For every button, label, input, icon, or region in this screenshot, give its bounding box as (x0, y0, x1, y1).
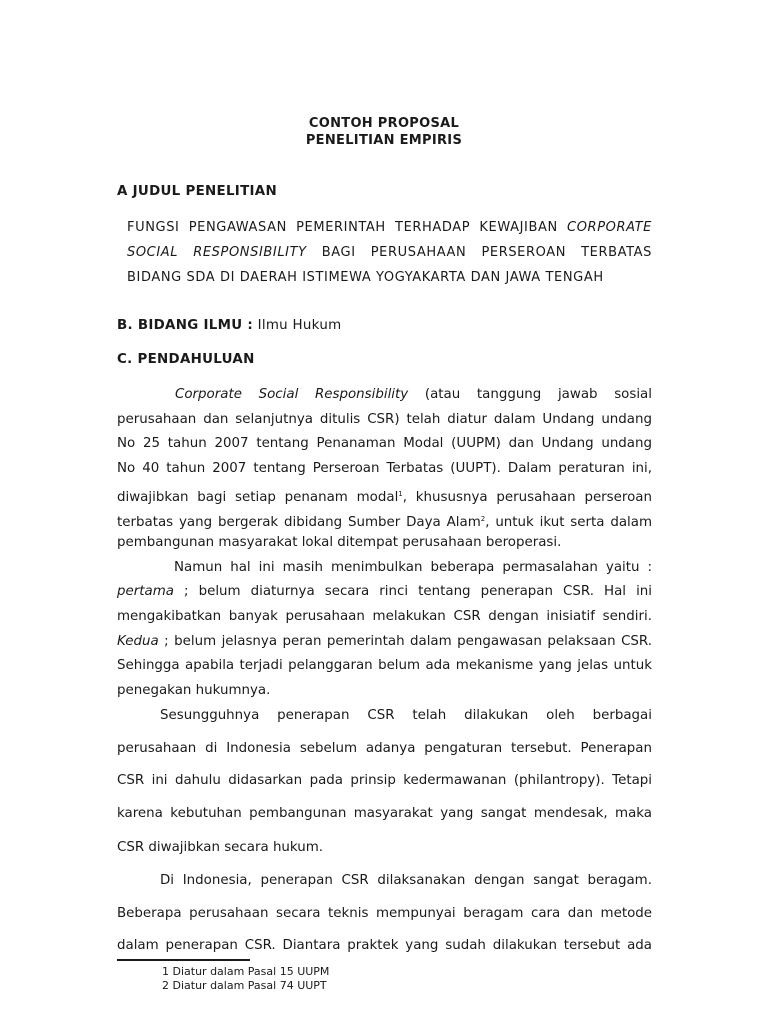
p2-line-2: pertama ; belum diaturnya secara rinci tentang penerapan CSR. Hal ini (117, 584, 652, 599)
p1-line-3: No 25 tahun 2007 tentang Penanaman Modal (UUPM) dan Undang undang (117, 436, 652, 451)
p1-line-2: perusahaan dan selanjutnya ditulis CSR) telah diatur dalam Undang undang (117, 412, 652, 427)
p3-line-3: CSR ini dahulu didasarkan pada prinsip kedermawanan (philantropy). Tetapi (117, 773, 652, 788)
document-title-line2: PENELITIAN EMPIRIS (305, 133, 463, 148)
footnote-2: 2 Diatur dalam Pasal 74 UUPT (162, 979, 327, 992)
p2-line-5: Sehingga apabila terjadi pelanggaran belum ada mekanisme yang jelas untuk (117, 658, 652, 673)
p1-line-7: pembangunan masyarakat lokal ditempat perusahaan beroperasi. (117, 535, 562, 550)
section-c-heading: C. PENDAHULUAN (117, 352, 255, 367)
p3-line-4: karena kebutuhan pembangunan masyarakat yang sangat mendesak, maka (117, 806, 652, 821)
p1-line-4: No 40 tahun 2007 tentang Perseroan Terbatas (UUPT). Dalam peraturan ini, (117, 461, 652, 476)
section-b-heading: B. BIDANG ILMU : Ilmu Hukum (117, 318, 342, 333)
p1-line-1: Corporate Social Responsibility (atau tanggung jawab sosial (175, 387, 652, 402)
judul-line-2: SOCIAL RESPONSIBILITY BAGI PERUSAHAAN PERSEROAN TERBATAS (127, 245, 652, 260)
bidang-ilmu-value: Ilmu Hukum (253, 318, 342, 333)
p1-line-5: diwajibkan bagi setiap penanam modal$^1$, khususnya perusahaan perseroan (117, 490, 652, 505)
judul-line-1: FUNGSI PENGAWASAN PEMERINTAH TERHADAP KEWAJIBAN CORPORATE (127, 220, 652, 235)
p1-line-6: terbatas yang bergerak dibidang Sumber Daya Alam$^2$, untuk ikut serta dalam (117, 515, 652, 530)
footnote-1: 1 Diatur dalam Pasal 15 UUPM (162, 965, 330, 978)
p2-line-4: Kedua ; belum jelasnya peran pemerintah dalam pengawasan pelaksaan CSR. (117, 634, 652, 649)
p3-line-5: CSR diwajibkan secara hukum. (117, 840, 324, 855)
p4-line-3: dalam penerapan CSR. Diantara praktek yang sudah dilakukan tersebut ada (117, 938, 652, 953)
p4-line-1: Di Indonesia, penerapan CSR dilaksanakan dengan sangat beragam. (160, 873, 652, 888)
document-title-line1: CONTOH PROPOSAL (308, 116, 460, 131)
section-a-heading: A JUDUL PENELITIAN (117, 184, 277, 199)
p2-line-1: Namun hal ini masih menimbulkan beberapa permasalahan yaitu : (174, 560, 652, 575)
p3-line-1: Sesungguhnya penerapan CSR telah dilakukan oleh berbagai (160, 708, 652, 723)
p4-line-2: Beberapa perusahaan secara teknis mempunyai beragam cara dan metode (117, 906, 652, 921)
judul-line-3: BIDANG SDA DI DAERAH ISTIMEWA YOGYAKARTA DAN JAWA TENGAH (127, 270, 604, 285)
footnote-ref-2: 2 (480, 515, 486, 523)
footnote-ref-1: 1 (398, 490, 403, 498)
footnote-separator (117, 959, 250, 961)
p2-line-3: mengakibatkan banyak perusahaan melakukan CSR dengan inisiatif sendiri. (117, 609, 652, 624)
p2-line-6: penegakan hukumnya. (117, 683, 271, 698)
p3-line-2: perusahaan di Indonesia sebelum adanya pengaturan tersebut. Penerapan (117, 741, 652, 756)
